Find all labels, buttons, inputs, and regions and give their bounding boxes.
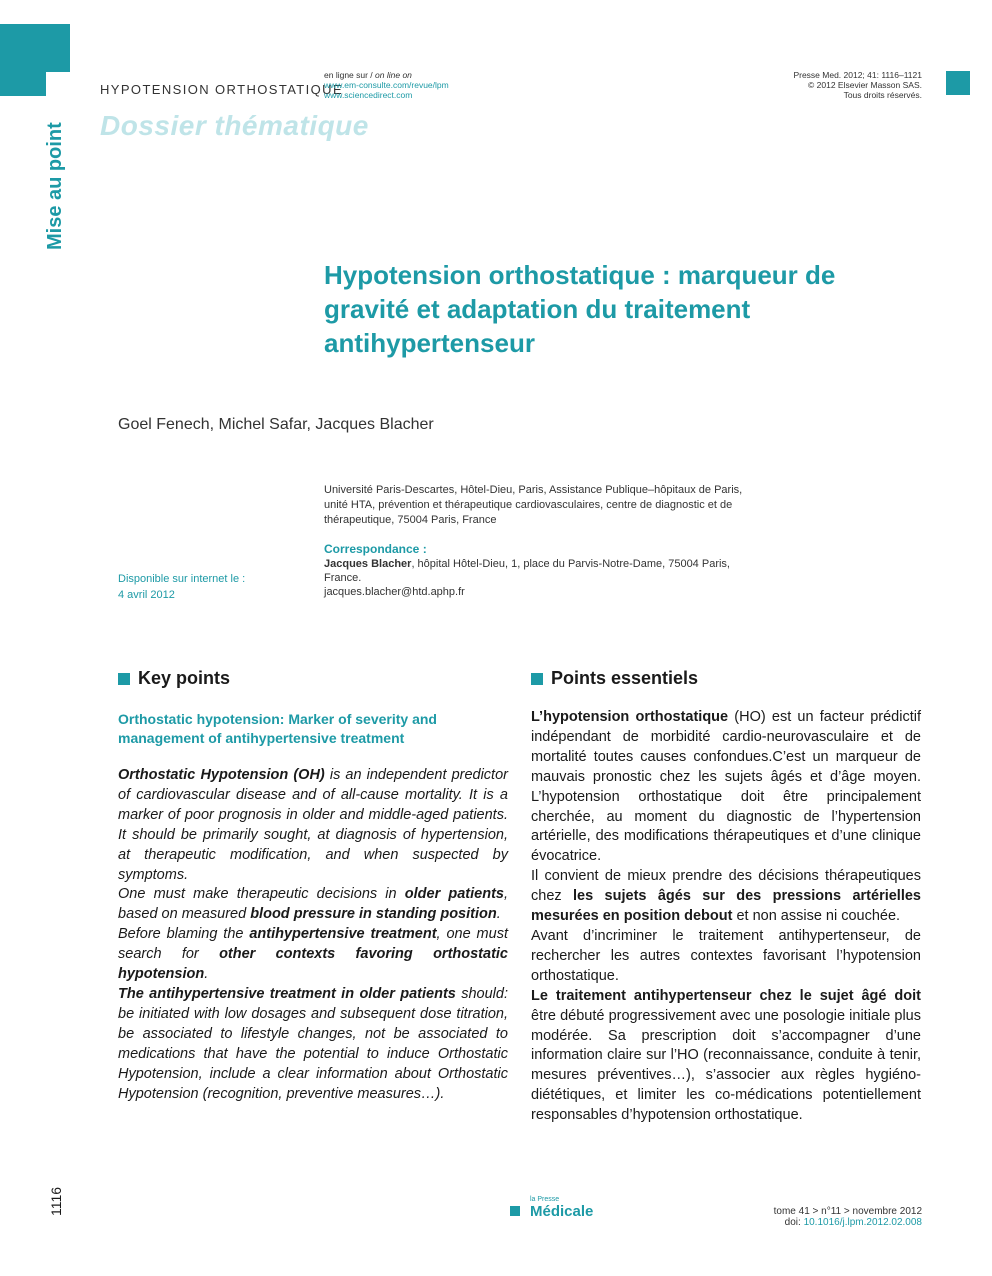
online-label: en ligne sur / (324, 70, 373, 80)
heading-square-icon (531, 673, 543, 685)
article-title: Hypotension orthostatique : marqueur de gravité et adaptation du traitement antihypertenseur (324, 260, 836, 358)
bold-phrase: les sujets âgés sur des pressions artérielles mesurées en position debout (531, 888, 921, 925)
rights-line: Tous droits réservés. (843, 90, 922, 100)
text-run: should: be initiated with low dosages and subsequent dose titration, be associated to lifestyle changes, not be associated to medications that have the potential to induce Orthostatic Hypotension, include a clear information about Orthostatic Hypotension (recognition, preventive measures…). (118, 985, 508, 1102)
correspondence-label: Correspondance : (324, 542, 427, 556)
text-run: One must make therapeutic decisions in (118, 886, 405, 903)
citation-line: Presse Med. 2012; 41: 1116–1121 (793, 70, 922, 80)
doi-link[interactable]: 10.1016/j.lpm.2012.02.008 (803, 1217, 922, 1228)
heading-square-icon (118, 673, 130, 685)
journal-name-big: Médicale (530, 1203, 594, 1220)
points-essentiels-heading-text: Points essentiels (551, 668, 699, 688)
bold-phrase: blood pressure in standing position (250, 906, 497, 923)
affiliation: Université Paris-Descartes, Hôtel-Dieu, Paris, Assistance Publique–hôpitaux de Paris, unité HTA, prévention et thérapeutique cardiovasculaires, centre de diagnostic et de thérapeutique, 75004 Paris, France (324, 484, 743, 526)
running-title: HYPOTENSION ORTHOSTATIQUE (100, 82, 344, 97)
key-points-paragraph (118, 885, 508, 925)
text-run: , based on measured (118, 886, 509, 923)
journal-name-small: la Presse (530, 1196, 560, 1203)
text-run: , one must search for (118, 926, 508, 963)
bold-phrase: other contexts favoring orthostatic hypotension (118, 946, 508, 983)
section-label: Dossier thématique (100, 110, 369, 141)
correspondence-details (324, 557, 744, 599)
text-run: être débuté progressivement avec une posologie initiale plus modérée. Sa prescription doit s’accompagner d’une information claire sur l’HO (reconnaissance, conduite à tenir, mesures préventives…), s’associer aux règles hygiéno-diététiques, et limiter les co-médications potentiellement responsables d’hypotension orthostatique. (531, 1007, 921, 1124)
key-points-subtitle: Orthostatic hypotension: Marker of severity and management of antihypertensive treatment (118, 711, 437, 746)
bold-phrase: L’hypotension orthostatique (531, 709, 729, 725)
journal-logo (510, 1196, 593, 1220)
text-run: . (496, 906, 501, 923)
text-run: is an independent predictor of cardiovascular disease and of all-cause mortality. It is a marker of poor prognosis in older and middle-aged patients. It should be primarily sought, at diagnosis of hypertension, at therapeutic modification, and when suspected by symptoms. (118, 767, 508, 883)
text-run: (HO) est un facteur prédictif indépendant de morbidité cardio-neurovasculaire et de mortalité toutes causes confondues.C’est un marqueur de mauvais pronostic chez les sujets âgés et d’âge moyen. L’hypotension orthostatique doit être principalement cherchée, au moment du diagnostic de l’hypertension artérielle, des modifications thérapeutiques et d’une clinique évocatrice. (531, 709, 921, 865)
key-points-heading (118, 668, 508, 689)
bold-phrase: antihypertensive treatment (249, 926, 437, 943)
points-essentiels-body (531, 708, 921, 1126)
points-essentiels-heading (531, 668, 921, 689)
key-points-body (118, 766, 508, 1104)
points-essentiels-paragraph: Avant d’incriminer le traitement antihypertenseur, de rechercher les autres contextes favorisant l’hypotension orthostatique. (531, 927, 921, 984)
key-points-paragraph (118, 925, 508, 985)
header-accent-square (946, 71, 970, 95)
bold-phrase: Le traitement antihypertenseur chez le sujet âgé doit (531, 987, 921, 1004)
bold-phrase: Orthostatic Hypotension (OH) (118, 767, 325, 783)
corner-notch (46, 72, 70, 96)
sciencedirect-url-link[interactable]: www.sciencedirect.com (324, 90, 413, 100)
journal-url-link[interactable]: www.em-consulte.com/revue/lpm (324, 80, 449, 90)
correspondence-address: , hôpital Hôtel-Dieu, 1, place du Parvis-Notre-Dame, 75004 Paris, France. (324, 558, 730, 584)
text-run: Before blaming the (118, 926, 250, 943)
bold-phrase: older patients (404, 886, 504, 903)
page-number: 1116 (48, 1186, 64, 1216)
logo-square-icon (510, 1206, 520, 1216)
points-essentiels-paragraph (531, 987, 921, 1126)
correspondence-name: Jacques Blacher (324, 558, 412, 570)
key-points-paragraph (118, 766, 508, 885)
citation-block (793, 70, 922, 100)
footer-issue-info (774, 1206, 922, 1228)
key-points-heading-text: Key points (138, 668, 231, 688)
online-availability (324, 70, 449, 100)
doi-label: doi: (784, 1217, 804, 1228)
text-run: Il convient de mieux prendre des décisions thérapeutiques chez (531, 868, 921, 905)
bold-phrase: The antihypertensive treatment in older patients (118, 985, 456, 1002)
points-essentiels-paragraph (531, 867, 921, 927)
key-points-paragraph (118, 985, 508, 1104)
text-run: et non assise ni couchée. (732, 908, 901, 925)
copyright-line: © 2012 Elsevier Masson SAS. (808, 80, 922, 90)
side-label: Mise au point (44, 122, 66, 250)
availability (118, 571, 245, 603)
correspondence-email[interactable]: jacques.blacher@htd.aphp.fr (324, 586, 465, 598)
authors: Goel Fenech, Michel Safar, Jacques Blacher (118, 416, 434, 433)
availability-date: 4 avril 2012 (118, 589, 175, 601)
issue-line: tome 41 > n°11 > novembre 2012 (773, 1206, 922, 1217)
availability-label: Disponible sur internet le : (118, 573, 246, 585)
text-run: . (204, 966, 209, 983)
points-essentiels-paragraph (531, 708, 921, 867)
online-label-en: on line on (375, 70, 412, 80)
